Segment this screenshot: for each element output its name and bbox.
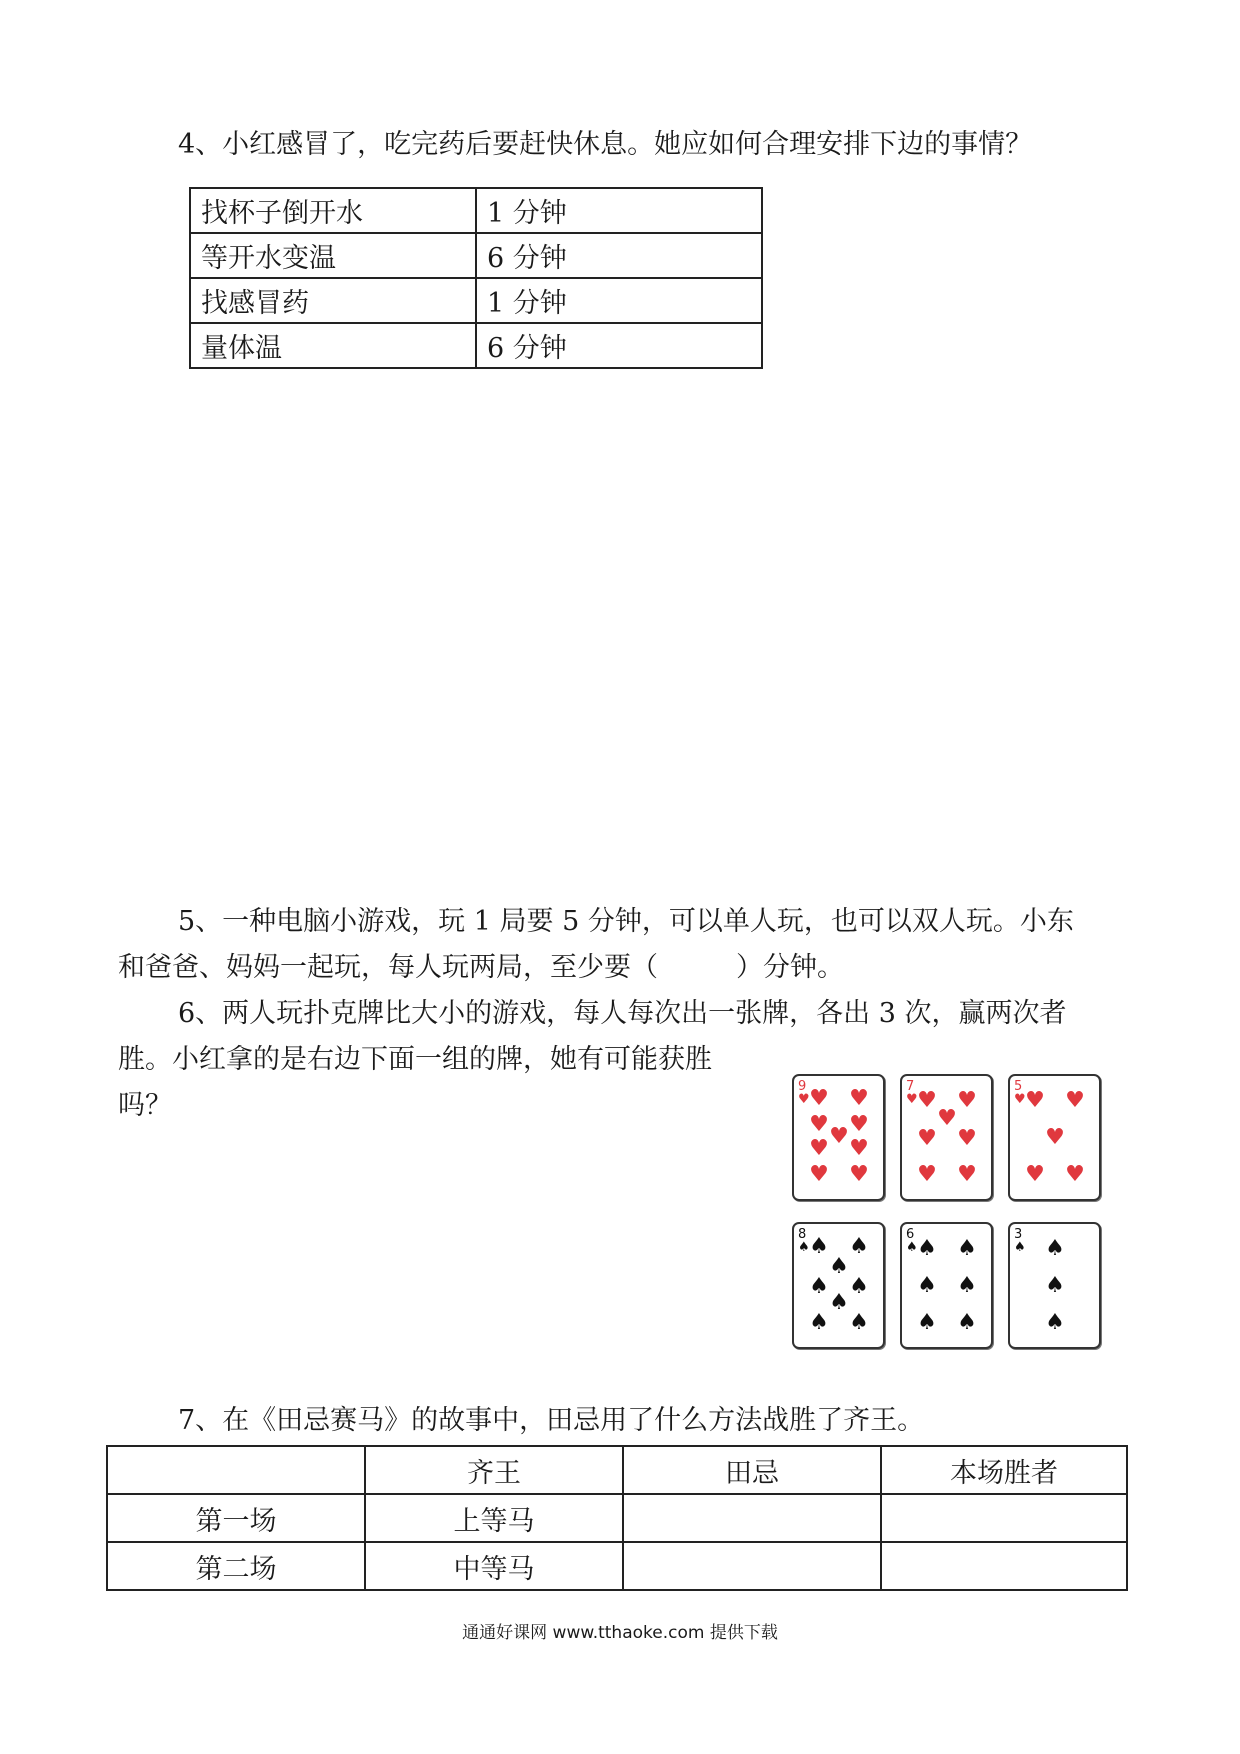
question-5-text-after-blank: ）分钟。 <box>736 952 844 983</box>
heart-icon: ♥ <box>917 1162 937 1187</box>
card-rank: 7 <box>906 1079 915 1094</box>
question-4-table <box>189 187 763 369</box>
card-6-spades <box>900 1222 993 1349</box>
table-row <box>190 323 762 368</box>
question-6-line-2: 胜。小红拿的是右边下面一组的牌，她有可能获胜 <box>118 1044 712 1075</box>
spade-icon: ♠ <box>1045 1310 1065 1335</box>
spade-icon: ♠ <box>917 1273 937 1298</box>
spade-icon: ♠ <box>809 1234 829 1259</box>
tian-ji-answer-cell[interactable] <box>623 1542 881 1590</box>
spade-icon: ♠ <box>1045 1273 1065 1298</box>
card-rank: 6 <box>906 1227 915 1242</box>
header-cell <box>107 1446 365 1494</box>
question-6-line-1: 6、两人玩扑克牌比大小的游戏，每人每次出一张牌，各出 3 次，赢两次者 <box>178 998 1067 1029</box>
question-4-text: 4、小红感冒了，吃完药后要赶快休息。她应如何合理安排下边的事情？ <box>178 129 1033 160</box>
spade-icon: ♠ <box>957 1310 977 1335</box>
spade-icon: ♠ <box>829 1290 849 1315</box>
heart-icon: ♥ <box>1045 1125 1065 1150</box>
heart-icon: ♥ <box>1065 1088 1085 1113</box>
task-cell: 量体温 <box>190 323 476 368</box>
round-cell: 第一场 <box>107 1494 365 1542</box>
heart-icon: ♥ <box>917 1088 937 1113</box>
table-row <box>107 1494 1127 1542</box>
task-cell: 等开水变温 <box>190 233 476 278</box>
card-rank: 5 <box>1014 1079 1023 1094</box>
spade-icon: ♠ <box>798 1240 810 1255</box>
spade-icon: ♠ <box>849 1274 869 1299</box>
spade-icon: ♠ <box>1045 1236 1065 1261</box>
heart-icon: ♥ <box>849 1112 869 1137</box>
spade-icon: ♠ <box>906 1240 918 1255</box>
heart-icon: ♥ <box>809 1136 829 1161</box>
question-5-line-2 <box>118 945 844 991</box>
header-cell-tian-ji: 田忌 <box>623 1446 881 1494</box>
heart-icon: ♥ <box>906 1092 918 1107</box>
table-row <box>190 233 762 278</box>
heart-icon: ♥ <box>1025 1088 1045 1113</box>
task-cell: 找杯子倒开水 <box>190 188 476 233</box>
heart-icon: ♥ <box>937 1106 957 1131</box>
spade-icon: ♠ <box>917 1236 937 1261</box>
task-cell: 找感冒药 <box>190 278 476 323</box>
spade-icon: ♠ <box>809 1310 829 1335</box>
round-cell: 第二场 <box>107 1542 365 1590</box>
heart-icon: ♥ <box>1025 1162 1045 1187</box>
playing-cards-figure <box>792 1074 1112 1364</box>
time-cell: 1 分钟 <box>476 278 762 323</box>
card-rank: 9 <box>798 1079 807 1094</box>
spade-icon: ♠ <box>917 1310 937 1335</box>
table-row <box>107 1542 1127 1590</box>
heart-icon: ♥ <box>917 1126 937 1151</box>
heart-icon: ♥ <box>957 1126 977 1151</box>
spade-icon: ♠ <box>829 1254 849 1279</box>
card-rank: 3 <box>1014 1227 1023 1242</box>
time-cell: 6 分钟 <box>476 323 762 368</box>
table-row <box>190 278 762 323</box>
question-7-table <box>106 1445 1128 1591</box>
heart-icon: ♥ <box>798 1092 810 1107</box>
heart-icon: ♥ <box>1065 1162 1085 1187</box>
card-rank: 8 <box>798 1227 807 1242</box>
heart-icon: ♥ <box>957 1088 977 1113</box>
heart-icon: ♥ <box>809 1086 829 1111</box>
header-cell-qi-wang: 齐王 <box>365 1446 623 1494</box>
card-9-hearts <box>792 1074 885 1201</box>
heart-icon: ♥ <box>849 1086 869 1111</box>
header-cell-winner: 本场胜者 <box>881 1446 1127 1494</box>
table-row <box>190 188 762 233</box>
time-cell: 1 分钟 <box>476 188 762 233</box>
spade-icon: ♠ <box>809 1274 829 1299</box>
qi-wang-horse-cell: 中等马 <box>365 1542 623 1590</box>
question-7-text: 7、在《田忌赛马》的故事中，田忌用了什么方法战胜了齐王。 <box>178 1405 925 1436</box>
heart-icon: ♥ <box>809 1162 829 1187</box>
heart-icon: ♥ <box>809 1112 829 1137</box>
heart-icon: ♥ <box>1014 1092 1026 1107</box>
page-footer: 通通好课网 www.tthaoke.com 提供下载 <box>462 1623 778 1643</box>
qi-wang-horse-cell: 上等马 <box>365 1494 623 1542</box>
spade-icon: ♠ <box>957 1273 977 1298</box>
card-8-spades <box>792 1222 885 1349</box>
card-3-spades <box>1008 1222 1101 1349</box>
winner-answer-cell[interactable] <box>881 1494 1127 1542</box>
question-6-line-3: 吗？ <box>118 1090 172 1121</box>
card-5-hearts <box>1008 1074 1101 1201</box>
spade-icon: ♠ <box>849 1234 869 1259</box>
card-7-hearts <box>900 1074 993 1201</box>
table-header-row <box>107 1446 1127 1494</box>
spade-icon: ♠ <box>1014 1240 1026 1255</box>
spade-icon: ♠ <box>849 1310 869 1335</box>
heart-icon: ♥ <box>829 1124 849 1149</box>
winner-answer-cell[interactable] <box>881 1542 1127 1590</box>
tian-ji-answer-cell[interactable] <box>623 1494 881 1542</box>
heart-icon: ♥ <box>957 1162 977 1187</box>
spade-icon: ♠ <box>957 1236 977 1261</box>
question-5-text-before-blank: 和爸爸、妈妈一起玩，每人玩两局，至少要（ <box>118 952 658 983</box>
time-cell: 6 分钟 <box>476 233 762 278</box>
heart-icon: ♥ <box>849 1136 869 1161</box>
question-5-line-1: 5、一种电脑小游戏，玩 1 局要 5 分钟，可以单人玩，也可以双人玩。小东 <box>178 906 1074 937</box>
heart-icon: ♥ <box>849 1162 869 1187</box>
